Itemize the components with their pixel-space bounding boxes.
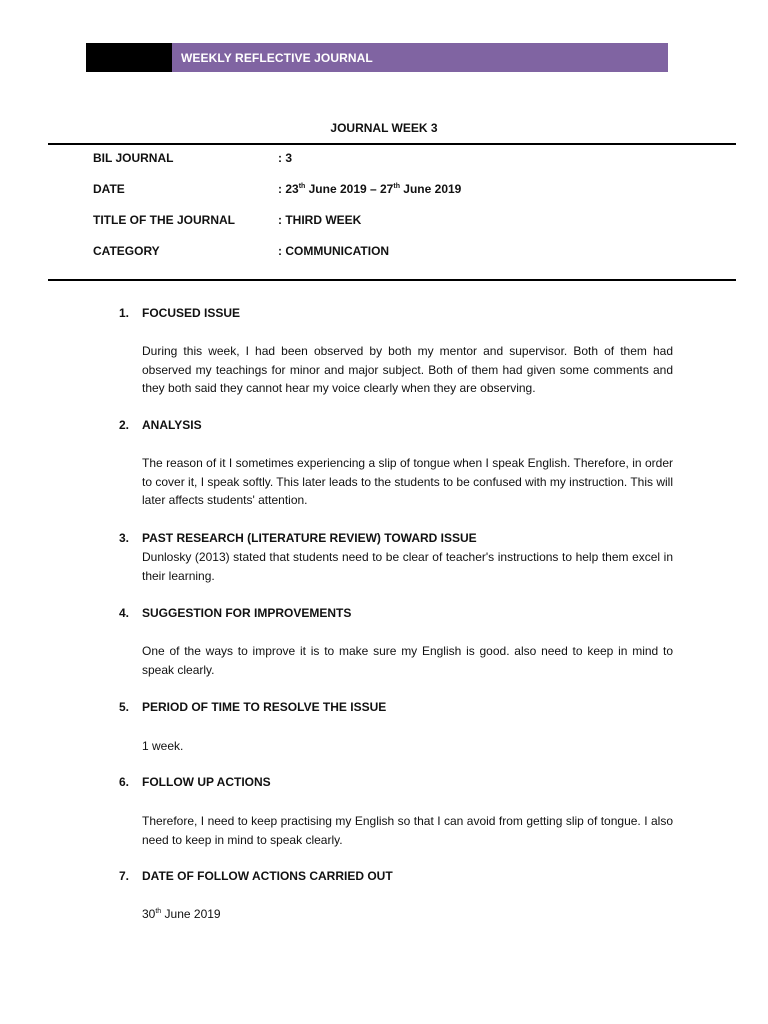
section-text-period: 1 week. xyxy=(142,739,184,753)
section-heading-focused-issue: 1. FOCUSED ISSUE xyxy=(119,306,241,320)
section-text-follow-up: Therefore, I need to keep practising my English so that I can avoid from getting slip of tongue. I also need to keep in mind to speak clearly. xyxy=(142,814,673,847)
section-text-suggestion: One of the ways to improve it is to make sure my English is good. also need to keep in mind to speak clearly. xyxy=(142,644,673,677)
meta-row-bil xyxy=(93,151,292,165)
section-heading-date-follow: 7. DATE OF FOLLOW ACTIONS CARRIED OUT xyxy=(119,869,393,883)
section-text-analysis: The reason of it I sometimes experiencing a slip of tongue when I speak English. Therefore, in order to cover it, I speak softly. This later leads to the students to be confused with my instruction. This will later affects students' attention. xyxy=(142,456,673,508)
section-heading-period: 5. PERIOD OF TIME TO RESOLVE THE ISSUE xyxy=(119,700,387,714)
section-heading-follow-up: 6. FOLLOW UP ACTIONS xyxy=(119,775,271,789)
bottom-divider xyxy=(48,279,736,281)
bil-label: BIL JOURNAL xyxy=(93,151,174,165)
section-heading-suggestion: 4. SUGGESTION FOR IMPROVEMENTS xyxy=(119,606,352,620)
section-text-date-follow: 30th June 2019 xyxy=(142,907,221,921)
meta-row-category xyxy=(93,244,389,258)
category-value: : COMMUNICATION xyxy=(278,244,390,258)
journal-title: JOURNAL WEEK 3 xyxy=(330,121,438,135)
title-label: TITLE OF THE JOURNAL xyxy=(93,213,235,227)
bil-value: : 3 xyxy=(278,151,293,165)
header-banner xyxy=(86,43,668,72)
meta-row-date xyxy=(93,182,461,196)
banner-title: WEEKLY REFLECTIVE JOURNAL xyxy=(172,43,668,72)
date-label: DATE xyxy=(93,182,125,196)
section-text-focused-issue: During this week, I had been observed by both my mentor and supervisor. Both of them had observed my teachings for minor and major subject. Both of them had given some comments and they both said they cannot hear my voice clearly when they are observing. xyxy=(142,344,673,396)
date-value: : 23th June 2019 – 27th June 2019 xyxy=(278,182,462,196)
section-text-past-research: Dunlosky (2013) stated that students need to be clear of teacher's instructions to help them excel in their learning. xyxy=(142,550,673,583)
banner-black-block xyxy=(86,43,172,72)
category-label: CATEGORY xyxy=(93,244,160,258)
title-value: : THIRD WEEK xyxy=(278,213,362,227)
section-heading-analysis: 2. ANALYSIS xyxy=(119,418,202,432)
section-heading-past-research: 3. PAST RESEARCH (LITERATURE REVIEW) TOWARD ISSUE xyxy=(119,531,477,545)
top-divider xyxy=(48,143,736,145)
meta-row-title xyxy=(93,213,361,227)
